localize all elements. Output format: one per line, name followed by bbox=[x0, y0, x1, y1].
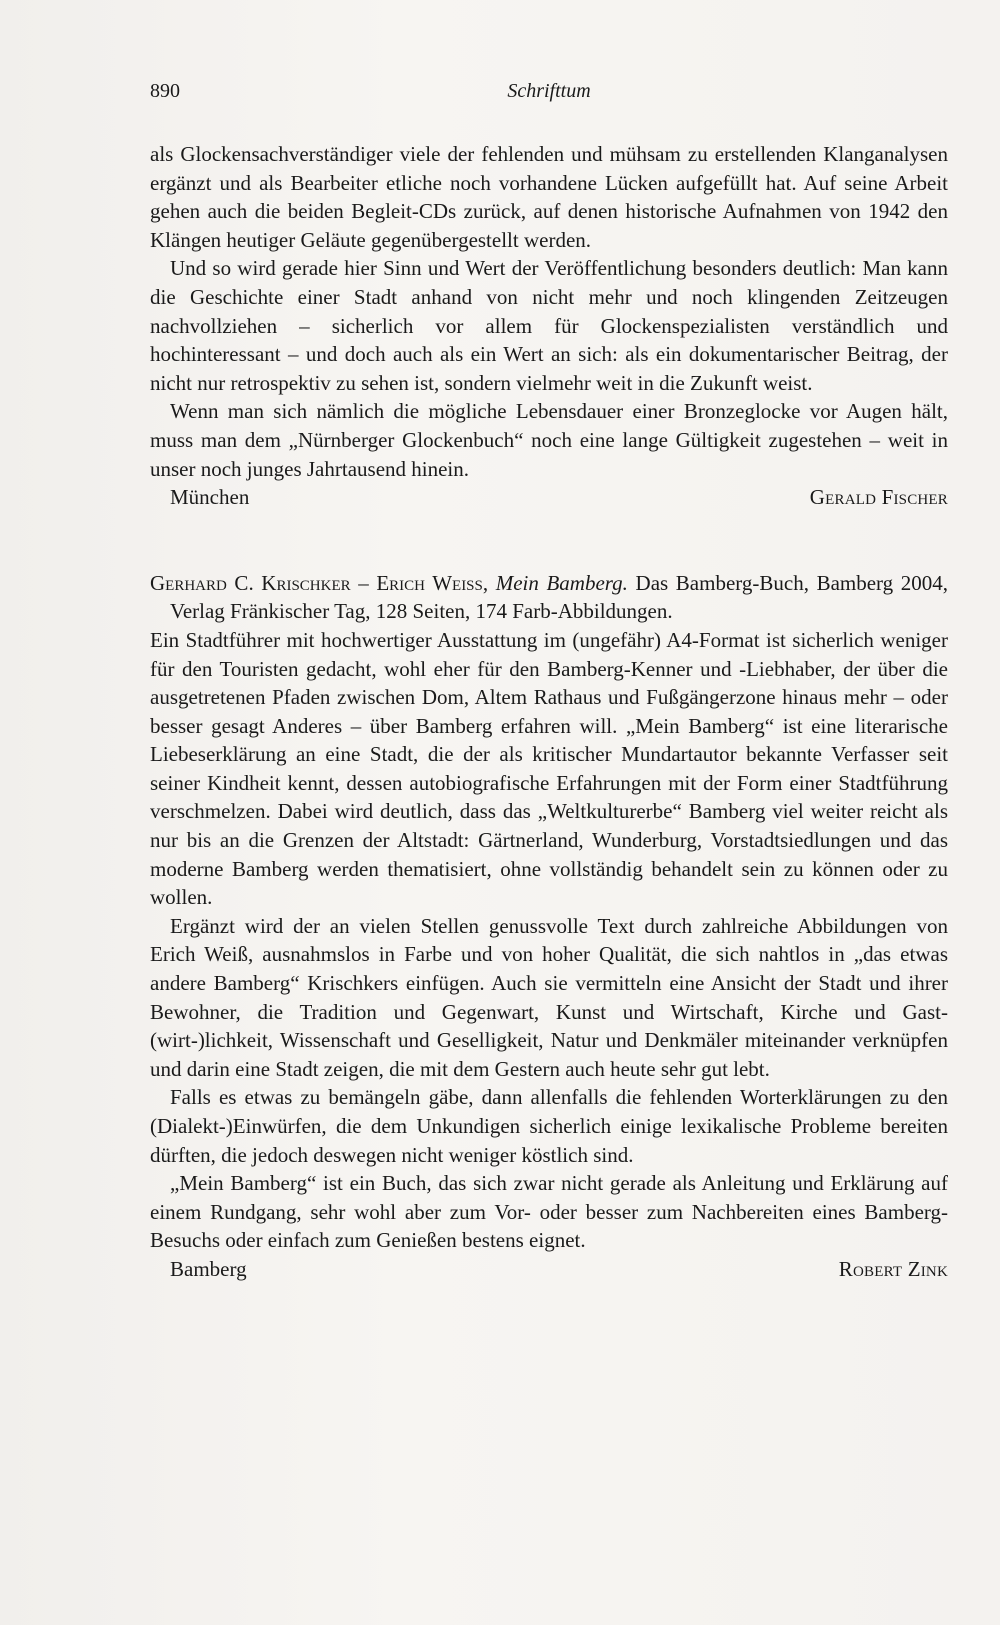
citation-title: Mein Bamberg. bbox=[495, 570, 628, 595]
citation-details: Das Bamberg-Buch, Bamberg 2004, Verlag Fränkischer Tag, 128 Seiten, 174 Farb-Abbildungen. bbox=[170, 570, 949, 624]
review-paragraph: Und so wird gerade hier Sinn und Wert der Veröffentlichung besonders deutlich: Man kann die Geschichte einer Stadt anhand von nicht mehr und noch klingenden Zeitzeugen nachvollziehen – sicherlich vor allem für Glockenspezialisten verständlich und hochinteressant – und doch auch als ein Wert an sich: als ein dokumentarischer Beitrag, der nicht nur retrospektiv zu sehen ist, sondern vielmehr weit in die Zukunft weist. bbox=[150, 256, 948, 395]
citation-authors: Gerhard C. Krischker – Erich Weiss, bbox=[150, 570, 489, 595]
section-spacer bbox=[150, 512, 948, 569]
review-signature bbox=[150, 1255, 948, 1284]
review-glockenbuch bbox=[150, 140, 948, 512]
review-paragraph: „Mein Bamberg“ ist ein Buch, das sich zwar nicht gerade als Anleitung und Erklärung auf einem Rundgang, sehr wohl aber zum Vor- oder besser zum Nachbereiten eines Bamberg-Besuchs oder einfach zum Genießen bestens eignet. bbox=[150, 1171, 948, 1253]
running-head: Schrifttum bbox=[507, 80, 591, 102]
review-mein-bamberg bbox=[150, 569, 948, 1284]
page-body bbox=[150, 140, 948, 1284]
review-signature bbox=[150, 483, 948, 512]
reviewer-place: München bbox=[170, 485, 250, 510]
bibliographic-citation bbox=[150, 569, 948, 626]
review-paragraph: Ein Stadtführer mit hochwertiger Ausstattung im (ungefähr) A4-Format ist sicherlich weniger für den Touristen gedacht, wohl eher für den Bamberg-Kenner und -Liebhaber, der über die ausgetretenen Pfaden zwischen Dom, Altem Rathaus und Fußgängerzone hinaus mehr – oder besser gesagt Anderes – über Bamberg erfahren will. „Mein Bamberg“ ist eine literarische Liebeserklärung an eine Stadt, die der als kritischer Mundartautor bekannte Verfasser seit seiner Kindheit kennt, dessen autobiografische Erfahrungen mit der Form einer Stadtführung verschmelzen. Dabei wird deutlich, dass das „Weltkulturerbe“ Bamberg viel weiter reicht als nur bis an die Grenzen der Altstadt: Gärtnerland, Wunderburg, Vorstadtsiedlungen und das moderne Bamberg werden thematisiert, ohne vollständig behandelt sein zu können oder zu wollen. bbox=[150, 627, 948, 910]
reviewer-place: Bamberg bbox=[170, 1256, 247, 1281]
reviewer-name: Robert Zink bbox=[838, 1256, 948, 1281]
review-paragraph: als Glockensachverständiger viele der fehlenden und mühsam zu erstellenden Klanganalysen ergänzt und als Bearbeiter etliche noch vorhandene Lücken aufgefüllt hat. Auf seine Arbeit gehen auch die beiden Begleit-CDs zurück, auf denen historische Aufnahmen von 1942 den Klängen heutiger Geläute gegenübergestellt werden. bbox=[150, 142, 948, 252]
reviewer-name: Gerald Fischer bbox=[809, 485, 948, 510]
review-paragraph: Wenn man sich nämlich die mögliche Lebensdauer einer Bronzeglocke vor Augen hält, muss man dem „Nürnberger Glockenbuch“ noch eine lange Gültigkeit zugestehen – weit in unser noch junges Jahrtausend hinein. bbox=[150, 399, 948, 481]
review-paragraph: Falls es etwas zu bemängeln gäbe, dann allenfalls die fehlenden Worterklärungen zu den (Dialekt-)Einwürfen, die dem Unkundigen sicherlich einige lexikalische Probleme bereiten dürften, die jedoch deswegen nicht weniger köstlich sind. bbox=[150, 1085, 948, 1167]
review-paragraph: Ergänzt wird der an vielen Stellen genussvolle Text durch zahlreiche Abbildungen von Erich Weiß, ausnahmslos in Farbe und von hoher Qualität, die sich nahtlos in „das etwas andere Bamberg“ Krischkers einfügen. Auch sie vermitteln eine Ansicht der Stadt und ihrer Bewohner, die Tradition und Gegenwart, Kunst und Wirtschaft, Kirche und Gast-(wirt-)lichkeit, Wissenschaft und Geselligkeit, Natur und Denkmäler miteinander verknüpfen und darin eine Stadt zeigen, die mit dem Gestern auch heute sehr gut lebt. bbox=[150, 913, 948, 1081]
page-header bbox=[150, 80, 948, 110]
page-number: 890 bbox=[150, 80, 180, 102]
